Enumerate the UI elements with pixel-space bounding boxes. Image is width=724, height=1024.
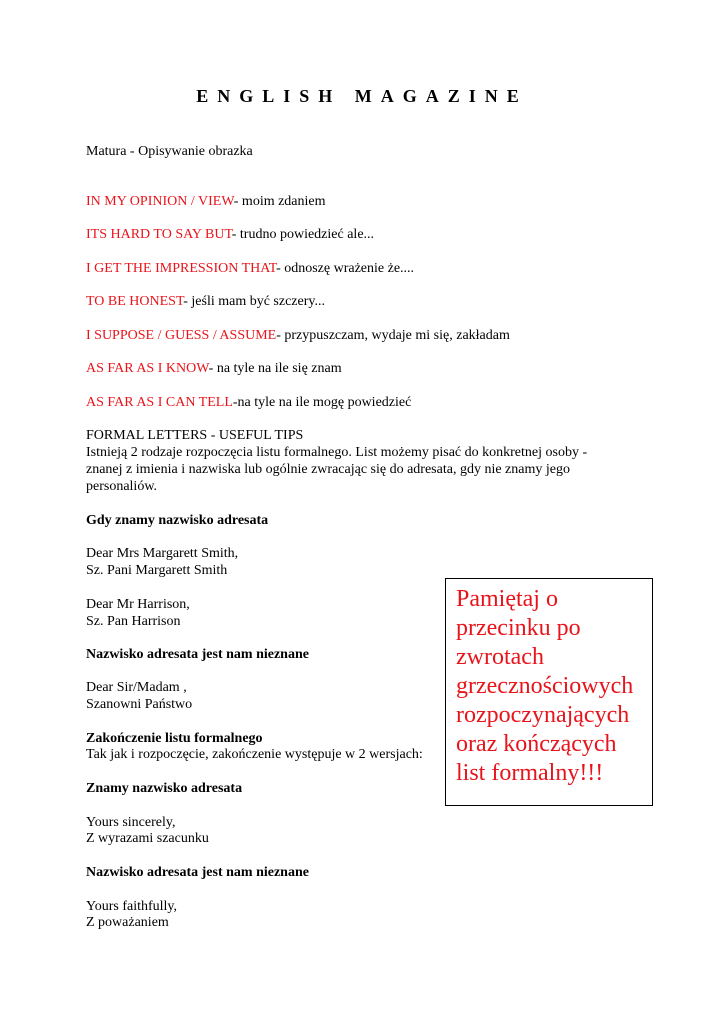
phrase-en: AS FAR AS I CAN TELL: [86, 395, 233, 410]
formal-heading: FORMAL LETTERS - USEFUL TIPS: [86, 428, 304, 443]
closing-unknown-line: Yours faithfully,: [86, 899, 178, 914]
phrase-item: [86, 293, 325, 311]
known-example-line: Sz. Pani Margarett Smith: [86, 563, 228, 578]
page-title: ENGLISH MAGAZINE: [196, 86, 528, 106]
closing-known-line: Z wyrazami szacunku: [86, 831, 209, 846]
known-heading: Gdy znamy nazwisko adresata: [86, 513, 269, 528]
phrase-pl: - odnoszę wrażenie że....: [276, 261, 415, 276]
closing-intro: Tak jak i rozpoczęcie, zakończenie występuje w 2 wersjach:: [86, 747, 423, 762]
phrase-en: ITS HARD TO SAY BUT: [86, 227, 232, 242]
known-example-line: Sz. Pan Harrison: [86, 614, 181, 629]
phrase-item: [86, 193, 326, 211]
phrase-item: [86, 327, 510, 345]
subtitle: Matura - Opisywanie obrazka: [86, 144, 253, 159]
phrase-item: [86, 226, 374, 244]
phrase-en: I GET THE IMPRESSION THAT: [86, 261, 277, 276]
phrase-pl: -na tyle na ile mogę powiedzieć: [232, 395, 412, 410]
phrase-en: IN MY OPINION / VIEW: [86, 194, 234, 209]
closing-unknown-line: Z poważaniem: [86, 915, 169, 930]
formal-intro: Istnieją 2 rodzaje rozpoczęcia listu formalnego. List możemy pisać do konkretnej osoby - znanej z imienia i nazwiska lub ogólnie zwracając się do adresata, gdy nie znamy jego personaliów.: [86, 445, 588, 494]
closing-known-heading: Znamy nazwisko adresata: [86, 781, 243, 796]
phrase-en: I SUPPOSE / GUESS / ASSUME: [86, 328, 277, 343]
closing-known-line: Yours sincerely,: [86, 815, 176, 830]
phrase-item: [86, 394, 411, 412]
phrase-item: [86, 360, 342, 378]
phrase-item: [86, 260, 414, 278]
unknown-heading: Nazwisko adresata jest nam nieznane: [86, 647, 309, 662]
phrase-en: AS FAR AS I KNOW: [86, 361, 209, 376]
closing-unknown-heading: Nazwisko adresata jest nam nieznane: [86, 865, 309, 880]
unknown-example-line: Szanowni Państwo: [86, 697, 193, 712]
unknown-example-line: Dear Sir/Madam ,: [86, 680, 187, 695]
phrase-en: TO BE HONEST: [86, 294, 184, 309]
phrase-pl: - jeśli mam być szczery...: [183, 294, 325, 309]
reminder-box: [445, 578, 653, 806]
phrase-pl: - przypuszczam, wydaje mi się, zakładam: [276, 328, 510, 343]
closing-heading: Zakończenie listu formalnego: [86, 731, 263, 746]
reminder-text: Pamiętaj o przecinku po zwrotach grzecznościowych rozpoczynających oraz kończących list formalny!!!: [456, 586, 634, 786]
phrase-pl: - trudno powiedzieć ale...: [231, 227, 375, 242]
phrase-pl: - na tyle na ile się znam: [208, 361, 342, 376]
phrase-pl: - moim zdaniem: [233, 194, 326, 209]
known-example-line: Dear Mr Harrison,: [86, 597, 190, 612]
known-example-line: Dear Mrs Margarett Smith,: [86, 546, 239, 561]
